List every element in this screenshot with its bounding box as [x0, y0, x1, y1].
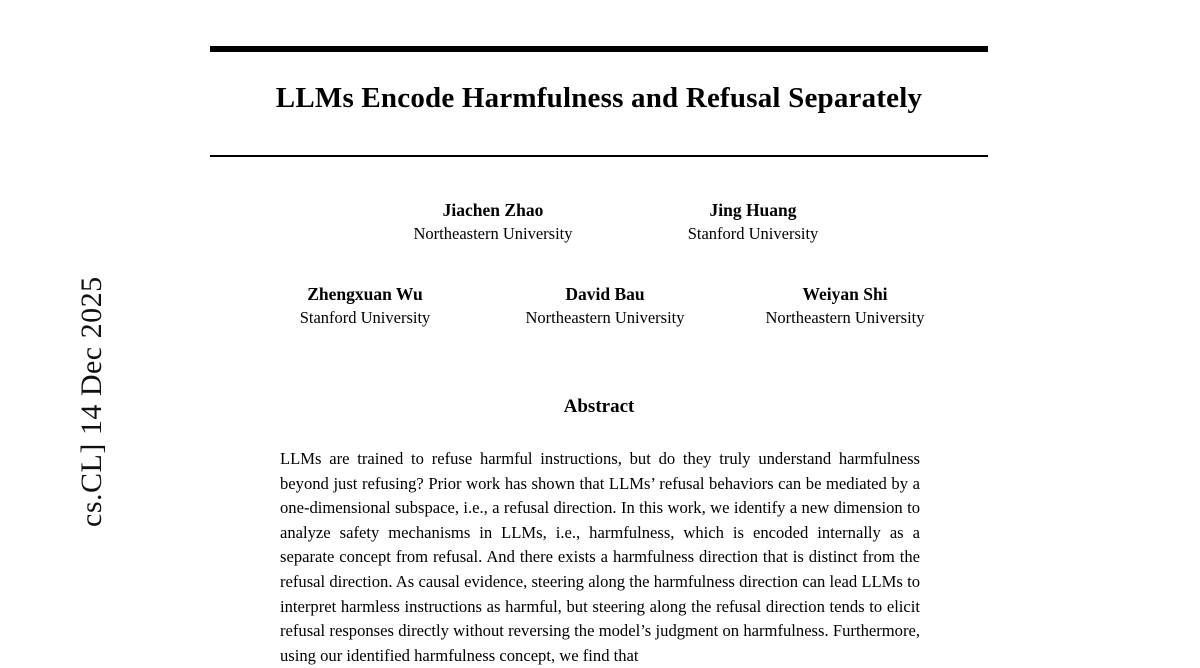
abstract-text: LLMs are trained to refuse harmful instructions, but do they truly understand harmfulness beyond just refusing? Prior work has shown that LLMs’ refusal behaviors can be mediated by a one-dimensional subspace, i.e., a refusal direction. In this work, we identify a new dimension to analyze safety mechanisms in LLMs, i.e., harmfulness, which is encoded internally as a separate concept from refusal. And there exists a harmfulness direction that is distinct from the refusal direction. As causal evidence, steering along the harmfulness direction can lead LLMs to interpret harmless instructions as harmful, but steering along the refusal direction tends to elicit refusal responses directly without reversing the model’s judgment on harmfulness. Furthermore, using our identified harmfulness concept, we find that — [280, 449, 920, 665]
author-affiliation: Stanford University — [299, 307, 431, 327]
author-name: Weiyan Shi — [802, 283, 888, 304]
author-row — [210, 200, 1012, 247]
author-name: David Bau — [565, 283, 645, 304]
title-rule-top — [210, 46, 988, 52]
author-entry — [485, 284, 725, 331]
page-title: LLMs Encode Harmfulness and Refusal Separately — [275, 82, 923, 114]
author-entry — [245, 284, 485, 331]
abstract-heading: Abstract — [563, 396, 635, 417]
title-rule-bottom — [210, 155, 988, 157]
paper-page — [210, 0, 990, 665]
author-row — [210, 284, 994, 331]
author-entry — [623, 200, 883, 247]
author-name: Jing Huang — [709, 200, 797, 220]
author-name: Jiachen Zhao — [442, 200, 544, 220]
author-name: Zhengxuan Wu — [307, 283, 423, 304]
author-entry — [363, 200, 623, 247]
author-affiliation: Northeastern University — [525, 307, 685, 327]
arxiv-identifier-stamp: cs.CL] 14 Dec 2025 — [75, 276, 108, 527]
author-block — [210, 200, 988, 330]
author-affiliation: Northeastern University — [413, 223, 573, 243]
author-affiliation: Stanford University — [687, 223, 819, 243]
author-affiliation: Northeastern University — [765, 307, 925, 327]
author-entry — [725, 284, 965, 331]
